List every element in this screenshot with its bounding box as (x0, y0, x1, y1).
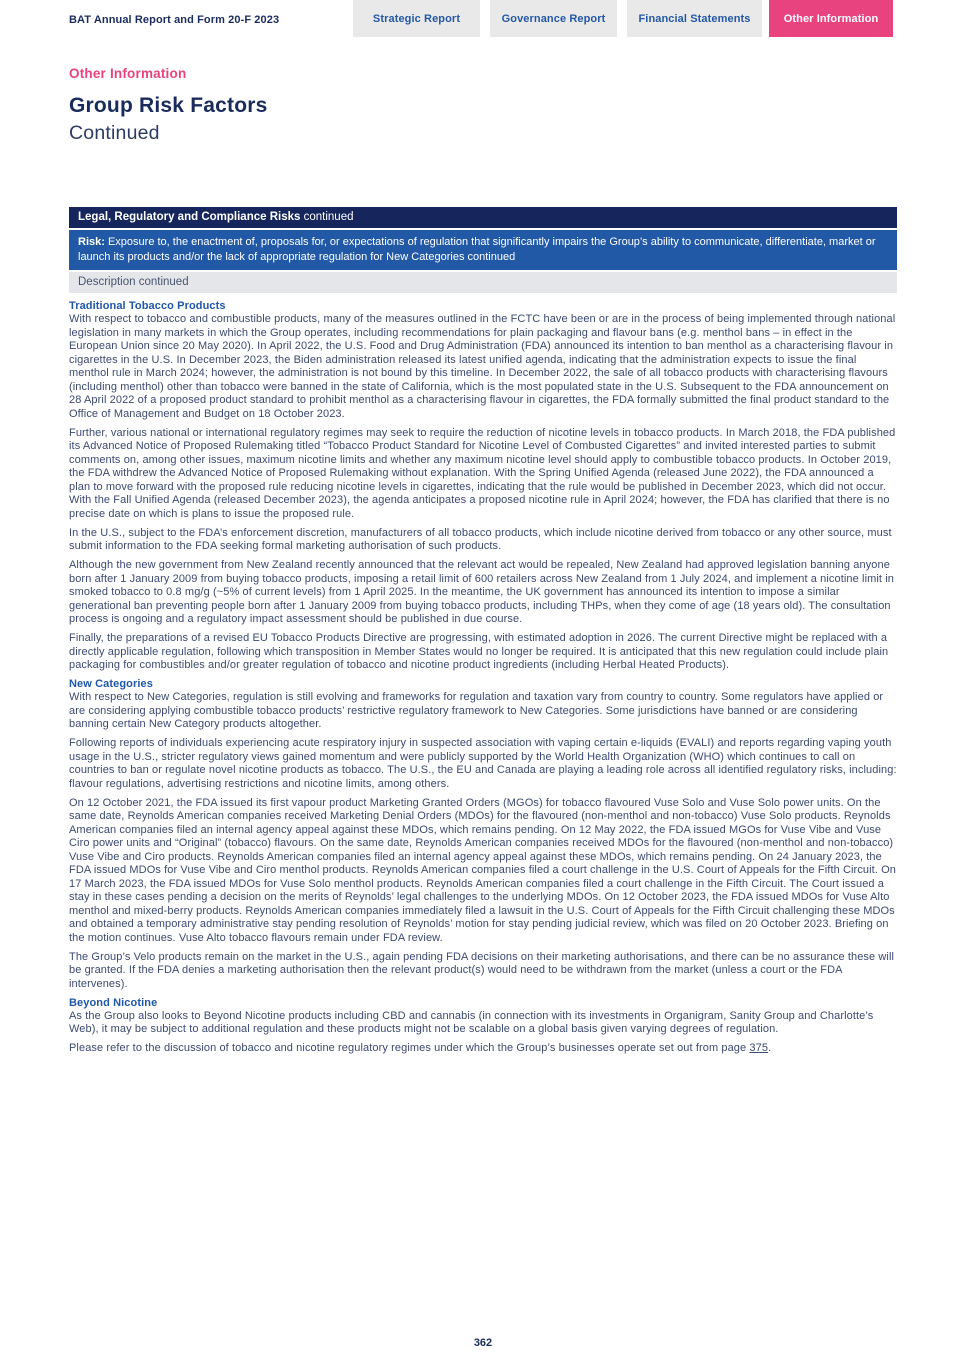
risk-category-bar (69, 207, 897, 228)
paragraph: Finally, the preparations of a revised EU Tobacco Products Directive are progressing, with estimated adoption in 2026. The current Directive might be replaced with a directly applicable regulation, following which transposition in Member States would no longer be required. It is anticipated that this new regulation could include plain packaging for combustibles and/or greater regulation of tobacco and nicotine product ingredients (including Herbal Heated Products). (69, 632, 889, 671)
paragraph: Following reports of individuals experiencing acute respiratory injury in suspected association with vaping certain e-liquids (EVALI) and reports regarding vaping youth usage in the U.S., stricter regulatory views gained momentum and were publicly supported by the World Health Organization (WHO) which continues to call on countries to ban or regulate novel nicotine products as tobacco. The U.S., the EU and Canada are playing a leading role across all identified regulatory risks, including: flavour regulations, advertising restrictions and nicotine limits, among others. (69, 737, 897, 790)
risk-statement-bar (69, 230, 897, 270)
paragraph-with-page-reference (69, 1042, 897, 1056)
paragraph: In the U.S., subject to the FDA’s enforcement discretion, manufacturers of all tobacco products, which include nicotine derived from tobacco or any other source, must submit information to the FDA seeking formal marketing authorisation of such products. (69, 526, 892, 552)
risk-label: Risk: (78, 236, 105, 248)
tab-strategic-report[interactable]: Strategic Report (353, 0, 480, 37)
risk-statement-text: Exposure to, the enactment of, proposals for, or expectations of regulation that significantly impairs the Group’s ability to communicate, differentiate, market or launch its products and/or the lack of appropriate regulation for New Categories continued (78, 236, 876, 263)
heading-beyond-nicotine: Beyond Nicotine (69, 996, 158, 1009)
page-title: Group Risk Factors (69, 94, 268, 117)
heading-new-categories: New Categories (69, 678, 153, 690)
report-section-tabs (353, 0, 893, 37)
risk-banner (69, 207, 897, 293)
main-content (69, 207, 897, 1061)
page-375-link[interactable]: 375 (749, 1042, 769, 1054)
paragraph: Although the new government from New Zealand recently announced that the relevant act would be repealed, New Zealand had approved legislation banning anyone born after 1 January 2009 from buying tobacco products, imposing a retail limit of 600 retailers across New Zealand from 1 July 2024, and implement a nicotine limit in smoked tobacco to 0.8 mg/g (~5% of current levels) from 1 April 2025. In the meantime, the UK government has announced its intention to impose a similar generational ban preventing people born after 1 January 2009 from buying tobacco products, including THPs, when they come of age (18 years old). The consultation process is ongoing and a regulatory impact assessment should be published in due course. (69, 559, 894, 625)
risk-category-suffix: continued (303, 211, 354, 223)
risk-description-body (69, 300, 897, 1056)
risk-category-title: Legal, Regulatory and Compliance Risks (78, 211, 301, 223)
page-number: 362 (473, 1337, 493, 1349)
page-subtitle: Continued (69, 122, 160, 144)
tab-financial-statements[interactable]: Financial Statements (627, 0, 762, 37)
paragraph: On 12 October 2021, the FDA issued its first vapour product Marketing Granted Orders (MGOs) for tobacco flavoured Vuse Solo and Vuse Solo power units. On the same date, Reynolds American companies received Marketing Denial Orders (MDOs) for the flavoured (non-menthol and non-tobacco) Vuse Solo products. Reynolds American companies filed an internal agency appeal against these MDOs, which remains pending. On 12 May 2022, the FDA issued MGOs for Vuse Vibe and Vuse Ciro power units and “Original” (tobacco) flavours. On the same date, Reynolds American companies received MDOs for the flavoured (non-menthol and non-tobacco) Vuse Vibe and Ciro products. Reynolds American companies filed an internal agency appeal against these MDOs, which remains pending. On 24 January 2023, the FDA issued MDOs for Vuse Vibe and Ciro menthol products. Reynolds American companies filed a court challenge in the U.S. Court of Appeals for the Fifth Circuit. On 17 March 2023, the FDA issued MDOs for Vuse Solo menthol products. Reynolds American companies filed a court challenge in the Fifth Circuit. The Court issued a stay in these cases pending a decision on the merits of Reynolds’ legal challenges to the underlying MDOs. On 12 October 2023, the FDA issued MDOs for Vuse Alto menthol and mixed-berry products. Reynolds American companies immediately filed a lawsuit in the U.S. Court of Appeals for the Fifth Circuit challenging these MDOs and obtained a temporary administrative stay pending resolution of Reynolds’ motion for stay pending judicial review, which was filed on 20 October 2023. Briefing on the motion continues. Vuse Alto tobacco flavours remain under FDA review. (69, 796, 897, 944)
paragraph: With respect to New Categories, regulation is still evolving and frameworks for regulation and taxation vary from country to country. Some regulators have applied or are considering applying combustible tobacco products’ restrictive regulatory framework to New Categories. Some jurisdictions have banned or are considering banning certain New Category products altogether. (69, 691, 884, 730)
page-reference-suffix: . (768, 1042, 772, 1054)
title-block (69, 66, 267, 145)
report-brand-title: BAT Annual Report and Form 20-F 2023 (69, 14, 280, 26)
paragraph: With respect to tobacco and combustible products, many of the measures outlined in the FCTC have been or are in the process of being implemented through national legislation in many markets in which the Group operates, including recommendations for plain packaging and flavour bans (e.g. menthol bans – in effect in the European Union since 20 May 2020). In April 2022, the U.S. Food and Drug Administration (FDA) announced its intention to ban menthol as a characterising flavour in cigarettes in the U.S. In December 2023, the Biden administration released its latest unified agenda, indicating that the administration expects to issue the final menthol rule in March 2024; however, the administration is not bound by this timeline. In December 2022, the sale of all tobacco products with characterising flavours (including menthol) other than tobacco were banned in the state of California, which is the most populated state in the U.S. Subsequent to the FDA announcement on 28 April 2022 of a proposed product standard to prohibit menthol as a characterising flavour in cigarettes, the FDA formally submitted the final product standard to the Office of Management and Budget on 18 October 2023. (69, 313, 896, 420)
paragraph: Further, various national or international regulatory regimes may seek to require the reduction of nicotine levels in tobacco products. In March 2018, the FDA published its Advanced Notice of Proposed Rulemaking titled “Tobacco Product Standard for Nicotine Level of Combusted Cigarettes” and invited interested parties to submit comments on, among other issues, maximum nicotine limits and whether any maximum nicotine level should apply to combustible tobacco products. In October 2019, the FDA withdrew the Advanced Notice of Proposed Rulemaking without explanation. With the Spring Unified Agenda (released June 2022), the FDA announced a plan to move forward with the proposed rule reducing nicotine levels in cigarettes, indicating that the rule would be published in December 2023, which did not occur. With the Fall Unified Agenda (released December 2023), the agenda anticipates a proposed nicotine rule in April 2024; however, the FDA has clarified that there is no precise date on which is plans to issue the proposed rule. (69, 426, 896, 520)
section-eyebrow: Other Information (69, 66, 187, 81)
description-bar: Description continued (69, 272, 897, 293)
tab-other-information[interactable]: Other Information (769, 0, 893, 37)
paragraph: The Group’s Velo products remain on the market in the U.S., again pending FDA decisions on their marketing authorisations, and there can be no assurance these will be granted. If the FDA denies a marketing authorisation then the relevant product(s) would need to be withdrawn from the market (unless a court or the FDA intervenes). (69, 950, 895, 990)
tab-governance-report[interactable]: Governance Report (490, 0, 617, 37)
heading-traditional-tobacco-products: Traditional Tobacco Products (69, 300, 226, 312)
page-reference-text: Please refer to the discussion of tobacco and nicotine regulatory regimes under which the Group’s businesses operate set out from page (69, 1042, 747, 1054)
paragraph: As the Group also looks to Beyond Nicotine products including CBD and cannabis (in connection with its investments in Organigram, Sanity Group and Charlotte’s Web), it may be subject to additional regulation and these products might not be scalable on a global basis given varying degrees of regulation. (69, 1009, 874, 1035)
